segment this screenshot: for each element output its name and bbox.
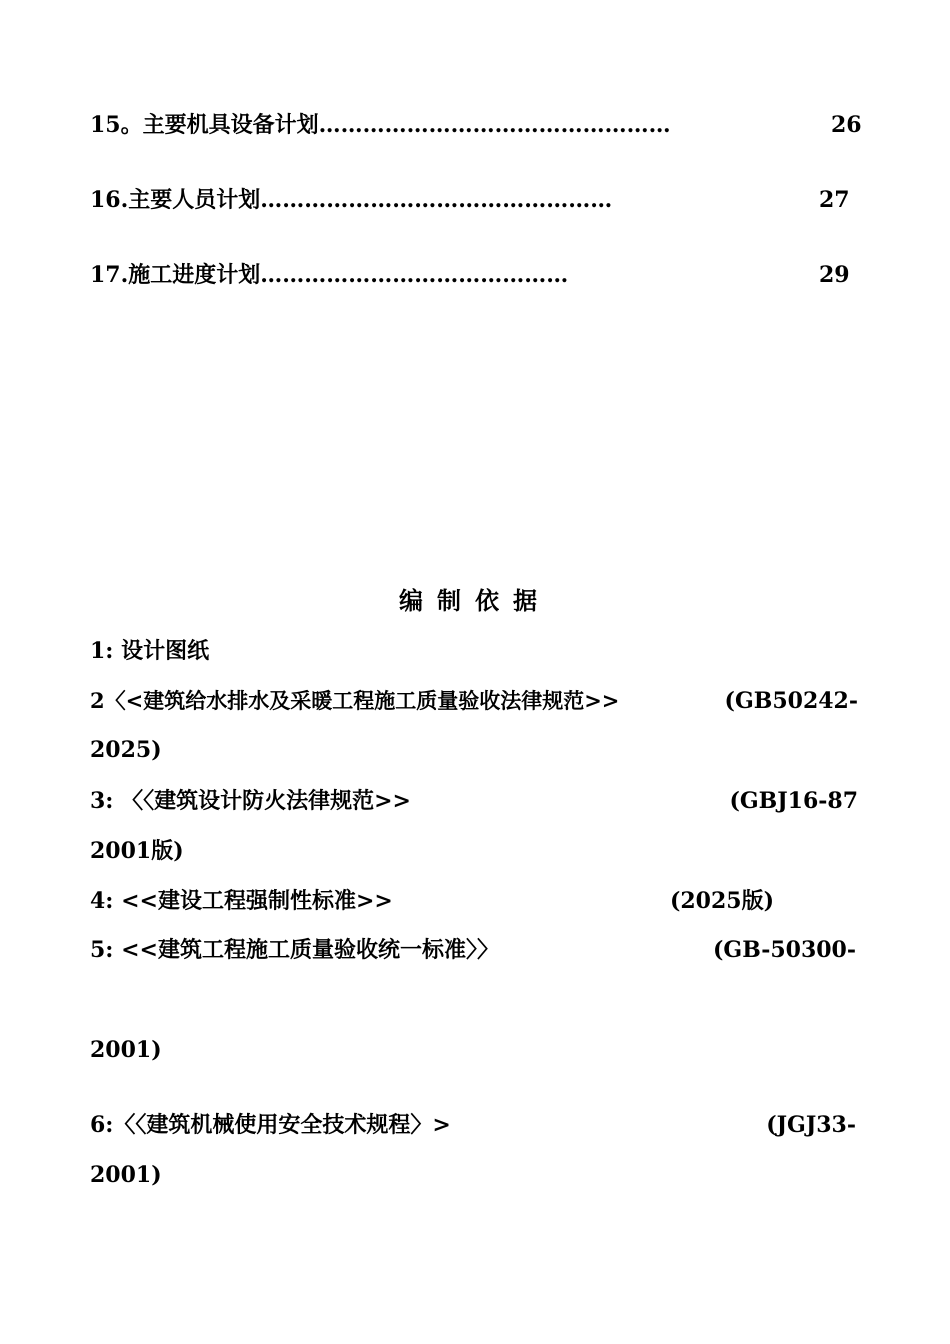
toc-entry-text: 15。主要机具设备计划………………………………………… <box>90 112 671 138</box>
reference-item-2 <box>90 686 619 716</box>
reference-code-continuation: 2001) <box>90 1162 162 1188</box>
reference-code: (GB-50300- <box>713 937 856 963</box>
toc-page-number: 29 <box>819 262 850 288</box>
reference-text: 3: 〈〈建筑设计防火法律规范>> <box>90 788 411 814</box>
reference-code: (JGJ33- <box>766 1112 856 1138</box>
reference-code-continuation: 2001) <box>90 1037 162 1063</box>
toc-entry-text: 16.主要人员计划………………………………………… <box>90 187 613 213</box>
reference-code: (2025版) <box>669 888 774 914</box>
reference-code: (GBJ16-87 <box>729 788 858 814</box>
toc-entry-15[interactable] <box>90 110 671 140</box>
toc-page-number: 26 <box>831 112 862 138</box>
reference-item-1 <box>90 636 209 666</box>
reference-code-continuation: 2025) <box>90 737 162 763</box>
toc-entry-17[interactable] <box>90 260 568 290</box>
reference-item-6 <box>90 1110 451 1140</box>
reference-text: 1: 设计图纸 <box>90 638 210 664</box>
section-title: 编制依据 <box>399 586 551 615</box>
toc-page-number: 27 <box>819 187 850 213</box>
reference-item-4 <box>90 886 393 916</box>
toc-entry-16[interactable] <box>90 185 612 215</box>
reference-text: 4: <<建设工程强制性标准>> <box>90 888 393 914</box>
reference-text: 5: <<建筑工程施工质量验收统一标准〉〉 <box>90 937 499 963</box>
toc-entry-text: 17.施工进度计划…………………………………… <box>90 262 569 288</box>
reference-text: 6:〈〈建筑机械使用安全技术规程〉> <box>90 1112 451 1138</box>
reference-item-5 <box>90 935 499 965</box>
reference-item-3 <box>90 786 411 816</box>
reference-code-continuation: 2001版) <box>90 838 184 864</box>
reference-code: (GB50242- <box>724 688 858 714</box>
reference-text: 2〈<建筑给水排水及采暖工程施工质量验收法律规范>> <box>90 688 620 713</box>
